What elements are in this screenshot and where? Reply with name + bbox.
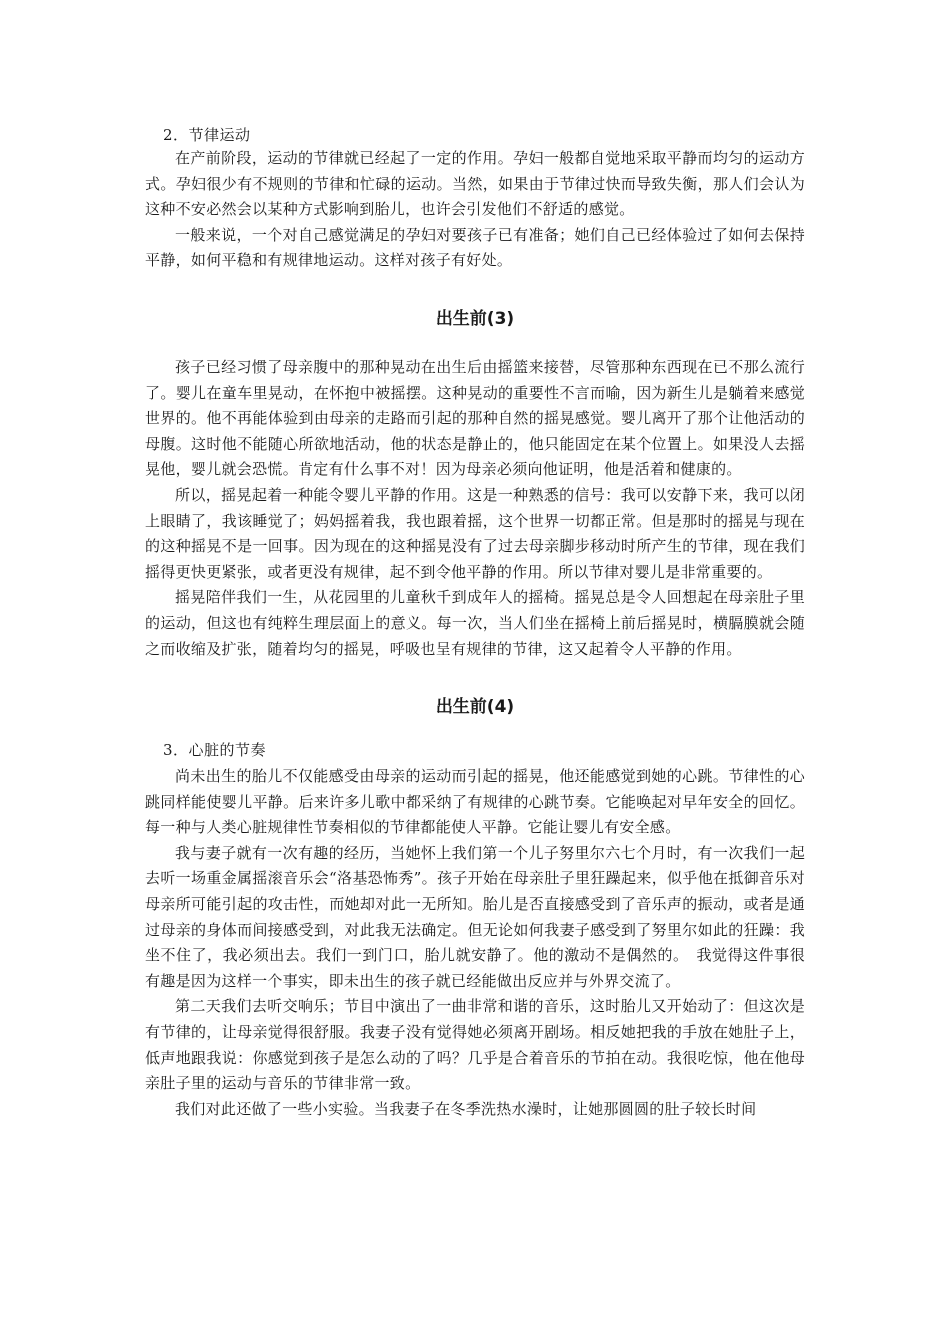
paragraph: 一般来说，一个对自己感觉满足的孕妇对要孩子已有准备；她们自己已经体验过了如何去保持平静，如何平稳和有规律地运动。这样对孩子有好处。 — [145, 225, 805, 270]
paragraph: 孩子已经习惯了母亲腹中的那种晃动在出生后由摇篮来接替，尽管那种东西现在已不那么流行了。婴儿在童车里晃动，在怀抱中被摇摆。这种晃动的重要性不言而喻，因为新生儿是躺着来感觉世界的。他不再能体验到由母亲的走路而引起的那种自然的摇晃感觉。婴儿离开了那个让他活动的母腹。这时他不能随心所欲地活动，他的状态是静止的，他只能固定在某个位置上。如果没人去摇晃他，婴儿就会恐慌。肯定有什么事不对！因为母亲必须向他证明，他是活着和健康的。 — [145, 357, 805, 479]
section-heading-before-birth-3: 出生前(3) — [435, 308, 515, 329]
section-label-rhythmic-movement: 2．节律运动 — [163, 126, 251, 144]
section-heading-before-birth-4: 出生前(4) — [435, 697, 515, 718]
paragraph: 我与妻子就有一次有趣的经历，当她怀上我们第一个儿子努里尔六七个月时，有一次我们一起去听一场重金属摇滚音乐会“洛基恐怖秀”。孩子开始在母亲肚子里狂躁起来，似乎他在抵御音乐对母亲所可能引起的攻击性，而她却对此一无所知。胎儿是否直接感受到了音乐声的振动，或者是通过母亲的身体而间接感受到，对此我无法确定。但无论如何我妻子感受到了努里尔如此的狂躁：我坐不住了，我必须出去。我们一到门口，胎儿就安静了。他的激动不是偶然的。 我觉得这件事很有趣是因为这样一个事实，即未出生的孩子就已经能做出反应并与外界交流了。 — [145, 843, 805, 990]
paragraph: 尚未出生的胎儿不仅能感受由母亲的运动而引起的摇晃，他还能感觉到她的心跳。节律性的心跳同样能使婴儿平静。后来许多儿歌中都采纳了有规律的心跳节奏。它能唤起对早年安全的回忆。每一种与人类心脏规律性节奏相似的节律都能使人平静。它能让婴儿有安全感。 — [145, 767, 805, 837]
paragraph: 摇晃陪伴我们一生，从花园里的儿童秋千到成年人的摇椅。摇晃总是令人回想起在母亲肚子里的运动，但这也有纯粹生理层面上的意义。每一次，当人们坐在摇椅上前后摇晃时，横膈膜就会随之而收缩及扩张，随着均匀的摇晃，呼吸也呈有规律的节律，这又起着令人平静的作用。 — [145, 588, 805, 658]
paragraph: 所以，摇晃起着一种能令婴儿平静的作用。这是一种熟悉的信号：我可以安静下来，我可以闭上眼睛了，我该睡觉了；妈妈摇着我，我也跟着摇，这个世界一切都正常。但是那时的摇晃与现在的这种摇晃不是一回事。因为现在的这种摇晃没有了过去母亲脚步移动时所产生的节律，现在我们摇得更快更紧张，或者更没有规律，起不到令他平静的作用。所以节律对婴儿是非常重要的。 — [145, 485, 805, 581]
paragraph: 在产前阶段，运动的节律就已经起了一定的作用。孕妇一般都自觉地采取平静而均匀的运动方式。孕妇很少有不规则的节律和忙碌的运动。当然，如果由于节律过快而导致失衡，那人们会认为这种不安必然会以某种方式影响到胎儿，也许会引发他们不舒适的感觉。 — [145, 149, 805, 219]
paragraph: 第二天我们去听交响乐；节目中演出了一曲非常和谐的音乐，这时胎儿又开始动了：但这次是有节律的，让母亲觉得很舒服。我妻子没有觉得她必须离开剧场。相反她把我的手放在她肚子上，低声地跟我说：你感觉到孩子是怎么动的了吗？几乎是合着音乐的节拍在动。我很吃惊，他在他母亲肚子里的运动与音乐的节律非常一致。 — [145, 997, 805, 1093]
document-page — [145, 124, 805, 1122]
paragraph: 我们对此还做了一些小实验。当我妻子在冬季洗热水澡时，让她那圆圆的肚子较长时间 — [175, 1099, 757, 1118]
section-label-heart-rhythm: 3．心脏的节奏 — [163, 741, 267, 760]
